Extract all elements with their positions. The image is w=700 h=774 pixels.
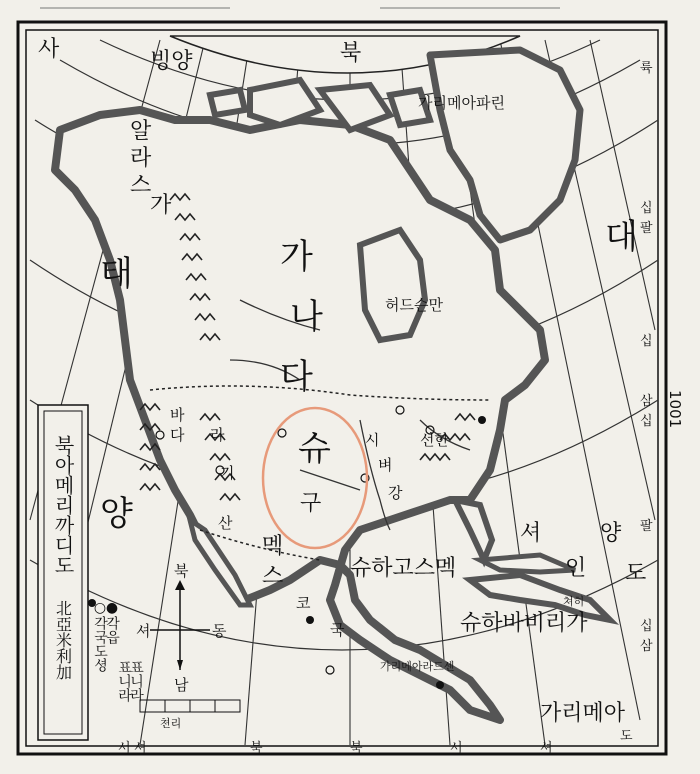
usa-label-2: 구 — [300, 491, 322, 516]
top-north-label: 북 — [340, 41, 362, 66]
svg-text:서: 서 — [450, 741, 463, 756]
canada-label-2: 나 — [290, 297, 323, 337]
legend-hanja: 北亞米利加 — [53, 600, 73, 680]
compass-north: 북 — [174, 562, 189, 580]
alaska-label-3: 스 — [130, 173, 152, 198]
svg-text:십: 십 — [640, 619, 653, 634]
mississippi-label-1: 시 — [365, 431, 380, 449]
svg-text:표니라: 표니라 — [128, 660, 144, 702]
compass-west: 셔 — [136, 622, 151, 640]
north-ocean-label: 빙양 — [150, 49, 193, 74]
svg-text:도: 도 — [620, 729, 633, 744]
svg-text:삼: 삼 — [640, 394, 653, 409]
svg-text:○각국도셩: ○각국도셩 — [92, 600, 108, 672]
alaska-label-2: 라 — [130, 146, 152, 171]
svg-text:표니라: 표니라 — [116, 660, 132, 702]
page-number: 1001 — [666, 390, 684, 429]
compass-east: 동 — [212, 622, 227, 640]
arctic-label: 사 — [38, 37, 60, 62]
compass-south: 남 — [174, 676, 189, 694]
mississippi-label-2: 벼 — [378, 456, 393, 474]
legend-title: 북아메리까디도 — [51, 435, 75, 575]
hudson-label: 허드슨만 — [385, 296, 443, 314]
svg-text:십: 십 — [640, 334, 653, 349]
pacific-label-1: 태 — [100, 254, 133, 294]
gulf-label: 슈하고스멕 — [350, 556, 457, 581]
alaska-label-4: 가 — [150, 193, 172, 218]
atlantic-label-1: 대 — [605, 217, 638, 257]
svg-text:십: 십 — [640, 201, 653, 216]
svg-text:삼: 삼 — [640, 639, 653, 654]
rocky-label-4: 기 — [220, 464, 235, 482]
svg-text:팔: 팔 — [640, 519, 653, 534]
mexico-label-2: 스 — [262, 564, 284, 589]
svg-text:●각읍: ●각읍 — [104, 600, 120, 644]
alaska-label-1: 알 — [130, 119, 152, 144]
mexico-label-3: 코 — [296, 594, 311, 612]
canada-label-3: 다 — [280, 357, 313, 397]
mexico-label-1: 멕 — [262, 534, 284, 559]
south-america-label: 가리메아 — [540, 701, 626, 726]
svg-text:륙: 륙 — [640, 61, 653, 76]
rocky-label-3: 라 — [210, 426, 225, 444]
svg-text:북: 북 — [250, 741, 263, 756]
caribbean-label: 슈하바비리가 — [460, 611, 588, 636]
west-indies-label-2: 도 — [625, 561, 647, 586]
legend-box — [38, 405, 88, 740]
greenland-label: 가리메아파린 — [418, 94, 505, 112]
pacific-label-2: 양 — [100, 494, 133, 534]
svg-text:셔: 셔 — [540, 741, 553, 756]
canada-label-1: 가 — [280, 237, 313, 277]
scale-text: 쳔리 — [160, 717, 182, 730]
svg-text:북: 북 — [350, 741, 363, 756]
rocky-label-5: 산 — [218, 514, 233, 532]
west-indies-label-1: 인 — [565, 556, 587, 581]
appalachian-label: 선한 — [420, 431, 449, 449]
rocky-label-1: 바 — [170, 406, 185, 424]
atlantic-label-3: 양 — [600, 521, 622, 546]
mississippi-label-3: 강 — [388, 484, 403, 502]
usa-label-1: 슈 — [298, 429, 331, 469]
svg-text:서: 서 — [118, 741, 131, 756]
mexico-label-4: 국 — [330, 621, 345, 639]
central-america-label: 가리메아라드센 — [380, 660, 455, 673]
svg-text:팔: 팔 — [640, 221, 653, 236]
nemaha-label: 쳐히 — [563, 595, 585, 608]
svg-text:셔: 셔 — [134, 741, 147, 756]
svg-text:십: 십 — [640, 414, 653, 429]
atlantic-label-2: 셔 — [520, 521, 542, 546]
rocky-label-2: 다 — [170, 426, 185, 444]
